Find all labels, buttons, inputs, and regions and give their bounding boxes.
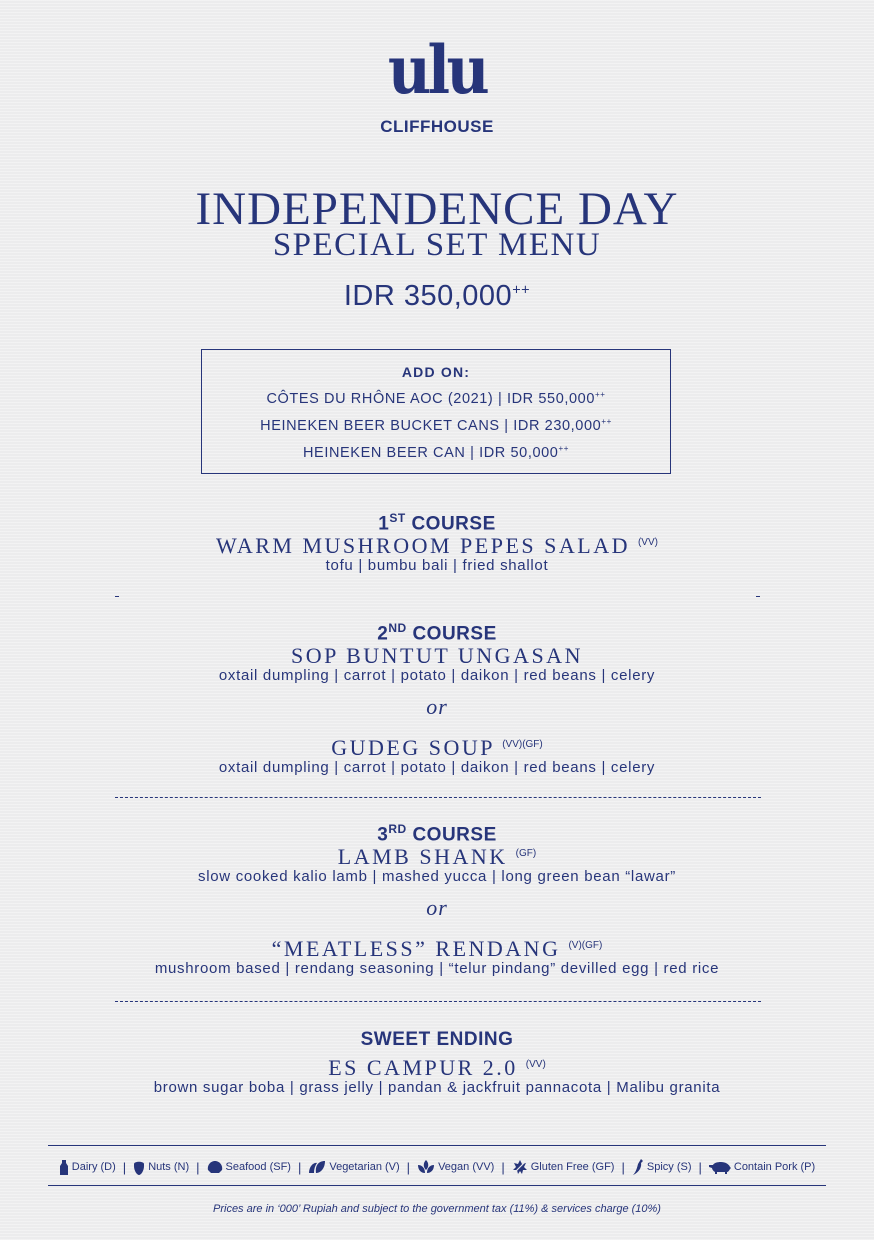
dish-name: “MEATLESS” RENDANG xyxy=(271,936,561,961)
course-2-dish-b xyxy=(0,735,874,761)
legend-label: Spicy (S) xyxy=(646,1161,692,1173)
dietary-tag: (V)(GF) xyxy=(568,940,603,951)
or-separator: or xyxy=(426,694,448,719)
vegetarian-icon xyxy=(308,1160,326,1174)
menu-subtitle: SPECIAL SET MENU xyxy=(272,227,602,263)
dashed-divider xyxy=(115,1001,761,1002)
addon-item xyxy=(202,444,670,461)
legend-item-gluten-free xyxy=(512,1159,615,1175)
legend-item-vegetarian xyxy=(308,1160,399,1174)
course-number: 3 xyxy=(377,824,389,846)
legend-separator: | xyxy=(122,1159,127,1175)
legend-label: Dairy (D) xyxy=(71,1161,116,1173)
price-footnote: Prices are in ‘000’ Rupiah and subject to the government tax (11%) & services charge (10%) xyxy=(213,1203,661,1215)
legend-item-vegan xyxy=(417,1160,494,1175)
legend-separator: | xyxy=(501,1159,505,1175)
course-ordinal: ND xyxy=(388,621,407,635)
pork-icon xyxy=(709,1161,731,1174)
legend-label: Gluten Free (GF) xyxy=(530,1161,615,1173)
course-2-dish-a xyxy=(0,643,874,669)
course-3-dish-a xyxy=(0,844,874,870)
course-word: COURSE xyxy=(411,513,496,535)
nuts-icon xyxy=(133,1160,145,1175)
course-2-description-a: oxtail dumpling | carrot | potato | daikon | red beans | celery xyxy=(218,667,656,684)
legend-separator: | xyxy=(698,1159,702,1175)
addon-item-suffix: ++ xyxy=(558,443,569,453)
legend-item-nuts xyxy=(133,1160,189,1175)
course-1-label xyxy=(0,511,874,535)
seafood-icon xyxy=(207,1160,223,1174)
addon-item xyxy=(202,417,670,434)
legend-separator: | xyxy=(621,1159,625,1175)
addon-box xyxy=(201,349,671,474)
divider-tick xyxy=(115,596,119,597)
addon-title: ADD ON: xyxy=(401,364,471,380)
dish-name: WARM MUSHROOM PEPES SALAD xyxy=(216,533,630,558)
addon-item xyxy=(202,390,670,407)
course-1-dish xyxy=(0,533,874,559)
dashed-divider xyxy=(115,797,761,798)
vegan-icon xyxy=(417,1160,435,1175)
dairy-icon xyxy=(59,1160,69,1175)
gluten-free-icon xyxy=(512,1159,528,1175)
course-word: COURSE xyxy=(412,824,497,846)
course-3-label xyxy=(0,822,874,846)
course-ordinal: ST xyxy=(389,511,406,525)
dish-name: ES CAMPUR 2.0 xyxy=(328,1055,518,1080)
legend-label: Nuts (N) xyxy=(148,1161,190,1173)
dietary-tag: (VV) xyxy=(525,1059,546,1070)
dietary-legend xyxy=(48,1158,826,1176)
addon-item-text: HEINEKEN BEER BUCKET CANS | IDR 230,000 xyxy=(260,417,602,434)
legend-label: Vegan (VV) xyxy=(438,1161,495,1173)
course-2-description-b: oxtail dumpling | carrot | potato | daikon | red beans | celery xyxy=(218,759,656,776)
logo-subtitle: CLIFFHOUSE xyxy=(380,117,494,136)
dish-name: SOP BUNTUT UNGASAN xyxy=(291,643,583,668)
legend-label: Vegetarian (V) xyxy=(329,1161,400,1173)
sweet-ending-label: SWEET ENDING xyxy=(360,1029,514,1050)
course-word: COURSE xyxy=(412,623,497,645)
spicy-icon xyxy=(632,1159,644,1175)
sweet-ending-description: brown sugar boba | grass jelly | pandan & jackfruit pannacota | Malibu granita xyxy=(153,1079,721,1096)
set-price xyxy=(0,280,874,313)
course-1-description: tofu | bumbu bali | fried shallot xyxy=(325,557,549,574)
price-suffix: ++ xyxy=(512,282,531,299)
legend-separator: | xyxy=(297,1159,302,1175)
legend-item-spicy xyxy=(632,1159,692,1175)
divider-tick xyxy=(756,596,760,597)
legend-rule-top xyxy=(48,1145,826,1146)
course-3-description-a: slow cooked kalio lamb | mashed yucca | long green bean “lawar” xyxy=(198,868,676,885)
legend-item-pork xyxy=(709,1161,815,1174)
course-ordinal: RD xyxy=(388,822,407,836)
legend-item-seafood xyxy=(207,1160,291,1174)
dietary-tag: (VV)(GF) xyxy=(502,739,543,750)
course-2-label xyxy=(0,621,874,645)
legend-label: Contain Pork (P) xyxy=(733,1161,816,1173)
addon-item-suffix: ++ xyxy=(601,416,612,426)
addon-item-text: CÔTES DU RHÔNE AOC (2021) | IDR 550,000 xyxy=(266,390,595,407)
dietary-tag: (VV) xyxy=(637,537,658,548)
price-amount: IDR 350,000 xyxy=(343,280,513,312)
logo-wordmark: ulu xyxy=(387,31,487,109)
dish-name: GUDEG SOUP xyxy=(331,735,495,760)
dish-name: LAMB SHANK xyxy=(337,844,508,869)
course-3-dish-b xyxy=(0,936,874,962)
menu-title: INDEPENDENCE DAY xyxy=(195,183,679,235)
course-number: 1 xyxy=(378,513,390,535)
course-3-description-b: mushroom based | rendang seasoning | “telur pindang” devilled egg | red rice xyxy=(154,960,720,977)
addon-item-suffix: ++ xyxy=(595,390,606,399)
sweet-ending-dish xyxy=(0,1055,874,1081)
addon-item-text: HEINEKEN BEER CAN | IDR 50,000 xyxy=(302,444,559,461)
or-separator: or xyxy=(426,895,448,920)
legend-item-dairy xyxy=(59,1160,116,1175)
legend-rule-bottom xyxy=(48,1185,826,1186)
legend-label: Seafood (SF) xyxy=(225,1161,291,1173)
dietary-tag: (GF) xyxy=(515,848,537,859)
course-number: 2 xyxy=(377,623,389,645)
legend-separator: | xyxy=(406,1159,411,1175)
legend-separator: | xyxy=(196,1159,200,1175)
